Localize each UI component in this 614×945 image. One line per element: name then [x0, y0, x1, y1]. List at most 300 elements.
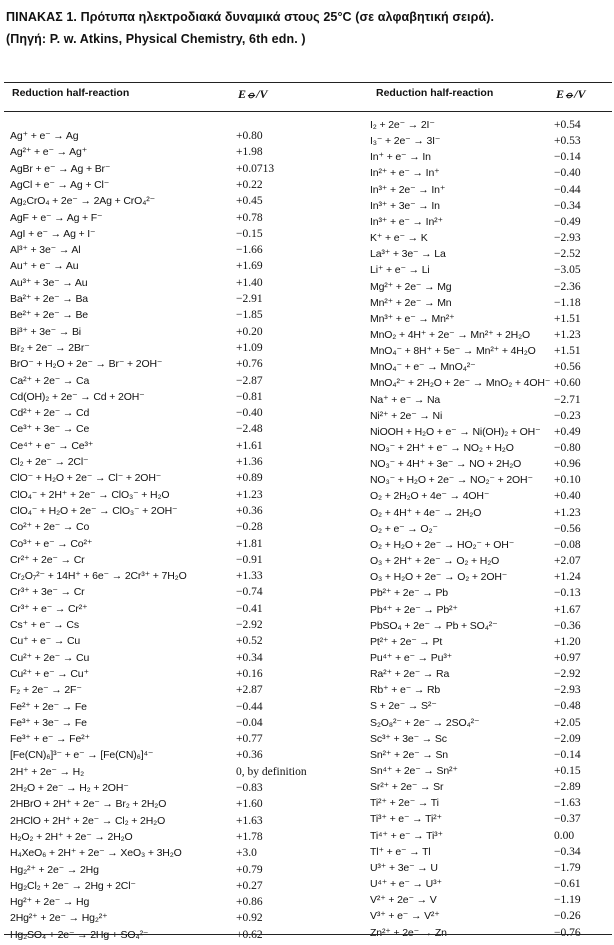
half-reaction: Hg²⁺ + 2e⁻ → Hg — [10, 896, 90, 909]
half-reaction: Br₂ + 2e⁻ → 2Br⁻ — [10, 341, 90, 354]
half-reaction: S₂O₈²⁻ + 2e⁻ → 2SO₄²⁻ — [370, 716, 480, 729]
half-reaction: ClO₄⁻ + 2H⁺ + 2e⁻ → ClO₃⁻ + H₂O — [10, 488, 170, 501]
half-reaction: La³⁺ + 3e⁻ → La — [370, 248, 446, 261]
half-reaction: 2H⁺ + 2e⁻ → H₂ — [10, 765, 85, 778]
half-reaction: S + 2e⁻ → S²⁻ — [370, 700, 437, 713]
table-row — [370, 779, 614, 796]
half-reaction: O₂ + e⁻ → O₂⁻ — [370, 522, 438, 535]
standard-potential: −0.61 — [554, 878, 581, 891]
table-row — [370, 521, 614, 538]
standard-potential: +0.62 — [236, 928, 263, 941]
standard-potential: −1.66 — [236, 244, 263, 257]
standard-potential: +1.63 — [236, 814, 263, 827]
table-row — [10, 878, 310, 895]
table-row — [10, 862, 310, 879]
table-top-rule — [4, 82, 612, 83]
half-reaction: PbSO₄ + 2e⁻ → Pb + SO₄²⁻ — [370, 619, 498, 632]
table-row — [370, 618, 614, 635]
standard-potential: −0.04 — [236, 716, 263, 729]
half-reaction: Cr²⁺ + 2e⁻ → Cr — [10, 553, 85, 566]
standard-potential: +1.23 — [554, 328, 581, 341]
half-reaction: V³⁺ + e⁻ → V²⁺ — [370, 910, 440, 923]
standard-potential: +1.23 — [236, 488, 263, 501]
table-row — [10, 373, 310, 390]
table-row — [10, 845, 310, 862]
table-row — [370, 343, 614, 360]
table-row — [370, 731, 614, 748]
standard-potential: −2.71 — [554, 393, 581, 406]
table-row — [10, 584, 310, 601]
standard-potential: −0.83 — [236, 782, 263, 794]
half-reaction: O₂ + 4H⁺ + 4e⁻ → 2H₂O — [370, 506, 482, 519]
table-row — [10, 307, 310, 324]
table-row — [10, 731, 310, 748]
table-row — [370, 553, 614, 570]
table-row — [370, 117, 614, 134]
standard-potential: +0.79 — [236, 863, 263, 876]
half-reaction: Pu⁴⁺ + e⁻ → Pu³⁺ — [370, 651, 453, 664]
standard-potential: +1.61 — [236, 439, 263, 452]
table-row — [370, 214, 614, 231]
table-row — [370, 230, 614, 247]
half-reaction: Cu²⁺ + e⁻ → Cu⁺ — [10, 667, 89, 680]
left-header-reaction: Reduction half-reaction — [12, 87, 130, 99]
table-row — [370, 149, 614, 166]
table-row — [370, 585, 614, 602]
standard-potential: −2.09 — [554, 732, 581, 745]
table-row — [10, 682, 310, 699]
standard-potential: +1.69 — [236, 260, 263, 273]
table-row — [370, 876, 614, 893]
table-row — [10, 405, 310, 422]
standard-potential: −1.19 — [554, 894, 581, 907]
table-row — [370, 569, 614, 586]
standard-potential: +0.89 — [236, 472, 263, 485]
standard-potential: 0.00 — [554, 829, 575, 842]
half-reaction: NO₃⁻ + 4H⁺ + 3e⁻ → NO + 2H₂O — [370, 458, 522, 471]
standard-potential: +1.33 — [236, 570, 263, 583]
standard-potential: +0.86 — [236, 896, 263, 909]
half-reaction: Ce⁴⁺ + e⁻ → Ce³⁺ — [10, 439, 94, 452]
table-row — [370, 472, 614, 489]
standard-potential: −0.41 — [236, 602, 263, 615]
table-header-rule — [4, 111, 612, 112]
table-row — [370, 908, 614, 925]
standard-potential: +0.97 — [554, 651, 581, 664]
half-reaction: Ba²⁺ + 2e⁻ → Ba — [10, 293, 88, 305]
half-reaction: Li⁺ + e⁻ → Li — [370, 264, 430, 277]
standard-potential: +0.34 — [236, 651, 263, 664]
half-reaction: MnO₄⁻ + e⁻ → MnO₄²⁻ — [370, 361, 476, 374]
standard-potential: +0.76 — [236, 358, 263, 371]
half-reaction: AgCl + e⁻ → Ag + Cl⁻ — [10, 178, 110, 191]
table-row — [370, 279, 614, 296]
standard-potential: −0.36 — [554, 619, 581, 632]
half-reaction: Be²⁺ + 2e⁻ → Be — [10, 309, 88, 322]
table-row — [10, 161, 310, 178]
half-reaction: BrO⁻ + H₂O + 2e⁻ → Br⁻ + 2OH⁻ — [10, 358, 163, 371]
standard-potential: +1.78 — [236, 830, 263, 843]
standard-potential: −0.37 — [554, 813, 581, 826]
half-reaction: Cr₂O₇²⁻ + 14H⁺ + 6e⁻ → 2Cr³⁺ + 7H₂O — [10, 570, 187, 583]
half-reaction: Ti³⁺ + e⁻ → Ti²⁺ — [370, 813, 442, 826]
table-row — [370, 828, 614, 845]
table-row — [10, 144, 310, 161]
standard-potential: +1.24 — [554, 571, 581, 584]
table-row — [370, 295, 614, 312]
table-row — [10, 454, 310, 471]
standard-potential: −0.44 — [236, 700, 263, 713]
half-reaction: Mn²⁺ + 2e⁻ → Mn — [370, 296, 452, 309]
standard-potential: −0.08 — [554, 538, 581, 551]
table-row — [370, 456, 614, 473]
standard-potential: +0.60 — [554, 377, 581, 390]
half-reaction: K⁺ + e⁻ → K — [370, 232, 428, 245]
standard-potential: +0.54 — [554, 119, 581, 131]
table-row — [370, 488, 614, 505]
table-row — [370, 811, 614, 828]
half-reaction: Ni²⁺ + 2e⁻ → Ni — [370, 409, 443, 422]
table-row — [370, 715, 614, 732]
table-row — [10, 340, 310, 357]
table-row — [370, 165, 614, 182]
half-reaction: Pt²⁺ + 2e⁻ → Pt — [370, 635, 443, 648]
half-reaction: Tl⁺ + e⁻ → Tl — [370, 845, 431, 858]
half-reaction: In²⁺ + e⁻ → In⁺ — [370, 167, 440, 180]
standard-potential: −2.91 — [236, 293, 263, 305]
standard-potential: +0.10 — [554, 474, 581, 487]
table-row — [10, 210, 310, 227]
half-reaction: NO₃⁻ + H₂O + 2e⁻ → NO₂⁻ + 2OH⁻ — [370, 474, 533, 487]
table-row — [370, 650, 614, 667]
standard-potential: +1.51 — [554, 345, 581, 358]
half-reaction: Pb²⁺ + 2e⁻ → Pb — [370, 587, 448, 600]
standard-potential: −0.49 — [554, 215, 581, 228]
table-row — [10, 389, 310, 406]
standard-potential: −2.93 — [554, 232, 581, 245]
table-row — [370, 892, 614, 909]
standard-potential: +0.56 — [554, 361, 581, 374]
table-row — [370, 327, 614, 344]
table-row — [10, 177, 310, 194]
table-row — [10, 536, 310, 553]
half-reaction: AgI + e⁻ → Ag + I⁻ — [10, 227, 96, 240]
standard-potential: −2.36 — [554, 280, 581, 293]
table-row — [10, 829, 310, 846]
table-row — [10, 324, 310, 341]
half-reaction: O₂ + 2H₂O + 4e⁻ → 4OH⁻ — [370, 490, 490, 503]
standard-potential: −2.48 — [236, 423, 263, 436]
table-row — [370, 698, 614, 715]
standard-potential: +1.20 — [554, 635, 581, 648]
table-row — [370, 634, 614, 651]
standard-potential: +0.45 — [236, 195, 263, 208]
half-reaction: Mg²⁺ + 2e⁻ → Mg — [370, 280, 452, 293]
standard-potential: +0.80 — [236, 130, 263, 142]
standard-potential: +2.07 — [554, 555, 581, 568]
half-reaction: Cs⁺ + e⁻ → Cs — [10, 619, 79, 631]
table-row — [10, 764, 310, 781]
half-reaction: F₂ + 2e⁻ → 2F⁻ — [10, 684, 82, 697]
standard-potential: −0.23 — [554, 409, 581, 422]
half-reaction: In³⁺ + 2e⁻ → In⁺ — [370, 183, 446, 196]
half-reaction: Cl₂ + 2e⁻ → 2Cl⁻ — [10, 456, 89, 468]
table-row — [370, 666, 614, 683]
half-reaction: Pb⁴⁺ + 2e⁻ → Pb²⁺ — [370, 603, 458, 616]
standard-potential: −0.28 — [236, 521, 263, 534]
standard-potential: −0.44 — [554, 183, 581, 196]
table-row — [10, 910, 310, 927]
standard-potential: −2.89 — [554, 781, 581, 794]
standard-potential: +0.36 — [236, 749, 263, 762]
half-reaction: Co³⁺ + e⁻ → Co²⁺ — [10, 537, 93, 550]
half-reaction: Ti²⁺ + 2e⁻ → Ti — [370, 797, 439, 810]
half-reaction: U⁴⁺ + e⁻ → U³⁺ — [370, 878, 442, 891]
standard-potential: −3.05 — [554, 264, 581, 277]
half-reaction: Sn⁴⁺ + 2e⁻ → Sn²⁺ — [370, 765, 458, 777]
half-reaction: In³⁺ + e⁻ → In²⁺ — [370, 215, 443, 228]
standard-potential: +0.49 — [554, 425, 581, 438]
table-row — [370, 133, 614, 150]
table-row — [10, 747, 310, 764]
right-header-reaction: Reduction half-reaction — [376, 87, 494, 99]
half-reaction: Fe³⁺ + e⁻ → Fe²⁺ — [10, 733, 90, 746]
half-reaction: Ce³⁺ + 3e⁻ → Ce — [10, 423, 90, 436]
half-reaction: Zn²⁺ + 2e⁻ → Zn — [370, 926, 447, 939]
table-row — [10, 438, 310, 455]
standard-potential: −2.93 — [554, 684, 581, 697]
table-bottom-rule — [4, 934, 612, 935]
standard-potential: −0.76 — [554, 926, 581, 939]
standard-potential: +1.51 — [554, 312, 581, 325]
standard-potential: +1.09 — [236, 341, 263, 354]
half-reaction: ClO₄⁻ + H₂O + 2e⁻ → ClO₃⁻ + 2OH⁻ — [10, 504, 178, 517]
half-reaction: O₃ + 2H⁺ + 2e⁻ → O₂ + H₂O — [370, 555, 500, 568]
table-row — [10, 242, 310, 259]
table-row — [370, 198, 614, 215]
half-reaction: Al³⁺ + 3e⁻ → Al — [10, 244, 81, 257]
standard-potential: +0.53 — [554, 135, 581, 148]
table-row — [10, 601, 310, 618]
half-reaction: Cu⁺ + e⁻ → Cu — [10, 635, 81, 648]
left-header-potential: E⦵/V — [238, 87, 268, 101]
table-row — [10, 470, 310, 487]
standard-potential: 0, by definition — [236, 765, 307, 778]
standard-potential: +0.0713 — [236, 162, 275, 175]
standard-potential: −0.34 — [554, 845, 581, 858]
table-row — [370, 246, 614, 263]
standard-potential: −2.87 — [236, 374, 263, 387]
standard-potential: −0.91 — [236, 553, 263, 566]
caption-title: ΠΙΝΑΚΑΣ 1. Πρότυπα ηλεκτροδιακά δυναμικά στους 25°C (σε αλφαβητική σειρά). — [6, 10, 495, 24]
table-row — [370, 747, 614, 764]
standard-potential: −1.63 — [554, 797, 581, 810]
half-reaction: ClO⁻ + H₂O + 2e⁻ → Cl⁻ + 2OH⁻ — [10, 472, 162, 485]
table-row — [10, 715, 310, 732]
standard-potential: +0.40 — [554, 490, 581, 503]
table-row — [370, 440, 614, 457]
table-row — [10, 927, 310, 944]
table-row — [370, 262, 614, 279]
standard-potential: +1.60 — [236, 798, 263, 811]
standard-potential: +0.52 — [236, 635, 263, 648]
standard-potential: +1.81 — [236, 537, 263, 550]
half-reaction: In⁺ + e⁻ → In — [370, 151, 431, 164]
table-row — [10, 275, 310, 292]
table-row — [370, 392, 614, 409]
half-reaction: Sr²⁺ + 2e⁻ → Sr — [370, 781, 444, 794]
half-reaction: Cu²⁺ + 2e⁻ → Cu — [10, 651, 90, 664]
standard-potential: +1.36 — [236, 456, 263, 468]
half-reaction: NiOOH + H₂O + e⁻ → Ni(OH)₂ + OH⁻ — [370, 425, 541, 438]
half-reaction: Bi³⁺ + 3e⁻ → Bi — [10, 325, 81, 338]
standard-potential: −0.34 — [554, 199, 581, 212]
table-row — [370, 182, 614, 199]
half-reaction: O₂ + H₂O + 2e⁻ → HO₂⁻ + OH⁻ — [370, 538, 515, 551]
table-caption — [6, 6, 606, 50]
table-row — [10, 650, 310, 667]
table-row — [10, 193, 310, 210]
table-row — [370, 925, 614, 942]
half-reaction: H₂O₂ + 2H⁺ + 2e⁻ → 2H₂O — [10, 830, 133, 843]
table-row — [10, 633, 310, 650]
standard-potential: +0.96 — [554, 458, 581, 471]
table-row — [370, 505, 614, 522]
table-row — [10, 503, 310, 520]
standard-potential: −0.56 — [554, 522, 581, 535]
table-row — [10, 699, 310, 716]
table-row — [370, 424, 614, 441]
standard-potential: +0.36 — [236, 504, 263, 517]
half-reaction: Ca²⁺ + 2e⁻ → Ca — [10, 374, 90, 387]
half-reaction: Co²⁺ + 2e⁻ → Co — [10, 521, 90, 534]
half-reaction: Cd(OH)₂ + 2e⁻ → Cd + 2OH⁻ — [10, 390, 145, 403]
standard-potential: +0.77 — [236, 733, 263, 746]
standard-potential: +1.40 — [236, 276, 263, 289]
half-reaction: Sn²⁺ + 2e⁻ → Sn — [370, 748, 448, 761]
table-row — [10, 519, 310, 536]
standard-potential: +0.22 — [236, 178, 263, 191]
table-row — [10, 226, 310, 243]
standard-potential: +0.92 — [236, 912, 263, 925]
standard-potential: −1.79 — [554, 861, 581, 874]
half-reaction: MnO₂ + 4H⁺ + 2e⁻ → Mn²⁺ + 2H₂O — [370, 328, 531, 341]
half-reaction: Au³⁺ + 3e⁻ → Au — [10, 276, 88, 289]
half-reaction: NO₃⁻ + 2H⁺ + e⁻ → NO₂ + H₂O — [370, 442, 514, 454]
table-row — [370, 844, 614, 861]
table-row — [370, 311, 614, 328]
table-row — [370, 795, 614, 812]
standard-potential: −0.40 — [236, 407, 263, 420]
half-reaction: Na⁺ + e⁻ → Na — [370, 393, 441, 406]
table-row — [370, 763, 614, 780]
standard-potential: −1.18 — [554, 296, 581, 309]
standard-potential: −2.92 — [236, 619, 263, 631]
half-reaction: I₃⁻ + 2e⁻ → 3I⁻ — [370, 135, 441, 148]
half-reaction: 2HBrO + 2H⁺ + 2e⁻ → Br₂ + 2H₂O — [10, 798, 167, 811]
half-reaction: Cd²⁺ + 2e⁻ → Cd — [10, 407, 90, 420]
half-reaction: Fe³⁺ + 3e⁻ → Fe — [10, 716, 87, 729]
standard-potential: +0.78 — [236, 211, 263, 224]
table-row — [10, 258, 310, 275]
half-reaction: Sc³⁺ + 3e⁻ → Sc — [370, 732, 447, 745]
half-reaction: 2H₂O + 2e⁻ → H₂ + 2OH⁻ — [10, 782, 129, 794]
table-row — [370, 602, 614, 619]
half-reaction: [Fe(CN)₆]³⁻ + e⁻ → [Fe(CN)₆]⁴⁻ — [10, 749, 154, 762]
standard-potential: +0.20 — [236, 325, 263, 338]
half-reaction: Cr³⁺ + e⁻ → Cr²⁺ — [10, 602, 88, 615]
table-row — [10, 421, 310, 438]
caption-source: (Πηγή: P. w. Atkins, Physical Chemistry, 6th edn. ) — [6, 32, 306, 46]
half-reaction: H₄XeO₆ + 2H⁺ + 2e⁻ → XeO₃ + 3H₂O — [10, 847, 182, 860]
table-row — [10, 796, 310, 813]
standard-potential: −0.81 — [236, 390, 263, 403]
half-reaction: Ra²⁺ + 2e⁻ → Ra — [370, 668, 450, 681]
table-row — [370, 537, 614, 554]
standard-potential: −0.74 — [236, 586, 263, 599]
half-reaction: Hg₂SO₄ + 2e⁻ → 2Hg + SO₄²⁻ — [10, 928, 149, 941]
standard-potential: −2.92 — [554, 668, 581, 681]
table-row — [10, 552, 310, 569]
half-reaction: 2HClO + 2H⁺ + 2e⁻ → Cl₂ + 2H₂O — [10, 814, 166, 827]
half-reaction: V²⁺ + 2e⁻ → V — [370, 894, 437, 907]
table-row — [10, 568, 310, 585]
half-reaction: Cr³⁺ + 3e⁻ → Cr — [10, 586, 85, 599]
standard-potential: +3.0 — [236, 847, 257, 860]
half-reaction: Hg₂²⁺ + 2e⁻ → 2Hg — [10, 863, 99, 876]
table-row — [370, 359, 614, 376]
standard-potential: +1.23 — [554, 506, 581, 519]
standard-potential: +2.05 — [554, 716, 581, 729]
standard-potential: −2.52 — [554, 248, 581, 261]
half-reaction: MnO₄⁻ + 8H⁺ + 5e⁻ → Mn²⁺ + 4H₂O — [370, 345, 536, 358]
half-reaction: Ag⁺ + e⁻ → Ag — [10, 130, 79, 142]
table-row — [370, 375, 614, 392]
standard-potential: −0.13 — [554, 587, 581, 600]
standard-potential: −1.85 — [236, 309, 263, 322]
half-reaction: O₃ + H₂O + 2e⁻ → O₂ + 2OH⁻ — [370, 571, 508, 584]
half-reaction: Mn³⁺ + e⁻ → Mn²⁺ — [370, 312, 455, 325]
table-row — [10, 291, 310, 308]
half-reaction: AgF + e⁻ → Ag + F⁻ — [10, 211, 103, 224]
half-reaction: AgBr + e⁻ → Ag + Br⁻ — [10, 162, 111, 175]
standard-potential: +1.98 — [236, 146, 263, 159]
standard-potential: −0.80 — [554, 442, 581, 454]
standard-potential: −0.14 — [554, 151, 581, 164]
table-row — [10, 894, 310, 911]
standard-potential: +1.67 — [554, 603, 581, 616]
half-reaction: Hg₂Cl₂ + 2e⁻ → 2Hg + 2Cl⁻ — [10, 879, 136, 892]
table-row — [370, 682, 614, 699]
half-reaction: Ag₂CrO₄ + 2e⁻ → 2Ag + CrO₄²⁻ — [10, 195, 155, 208]
standard-potential: −0.26 — [554, 910, 581, 923]
half-reaction: MnO₄²⁻ + 2H₂O + 2e⁻ → MnO₂ + 4OH⁻ — [370, 377, 551, 390]
half-reaction: U³⁺ + 3e⁻ → U — [370, 861, 438, 874]
standard-potential: +0.15 — [554, 765, 581, 777]
half-reaction: 2Hg²⁺ + 2e⁻ → Hg₂²⁺ — [10, 912, 108, 925]
half-reaction: Fe²⁺ + 2e⁻ → Fe — [10, 700, 87, 713]
half-reaction: Ti⁴⁺ + e⁻ → Ti³⁺ — [370, 829, 443, 842]
standard-potential: −0.14 — [554, 748, 581, 761]
table-row — [10, 813, 310, 830]
half-reaction: In³⁺ + 3e⁻ → In — [370, 199, 440, 212]
half-reaction: Ag²⁺ + e⁻ → Ag⁺ — [10, 146, 88, 159]
standard-potential: +0.16 — [236, 667, 263, 680]
table-row — [10, 780, 310, 797]
standard-potential: +2.87 — [236, 684, 263, 697]
table-row — [10, 128, 310, 145]
table-row — [370, 408, 614, 425]
